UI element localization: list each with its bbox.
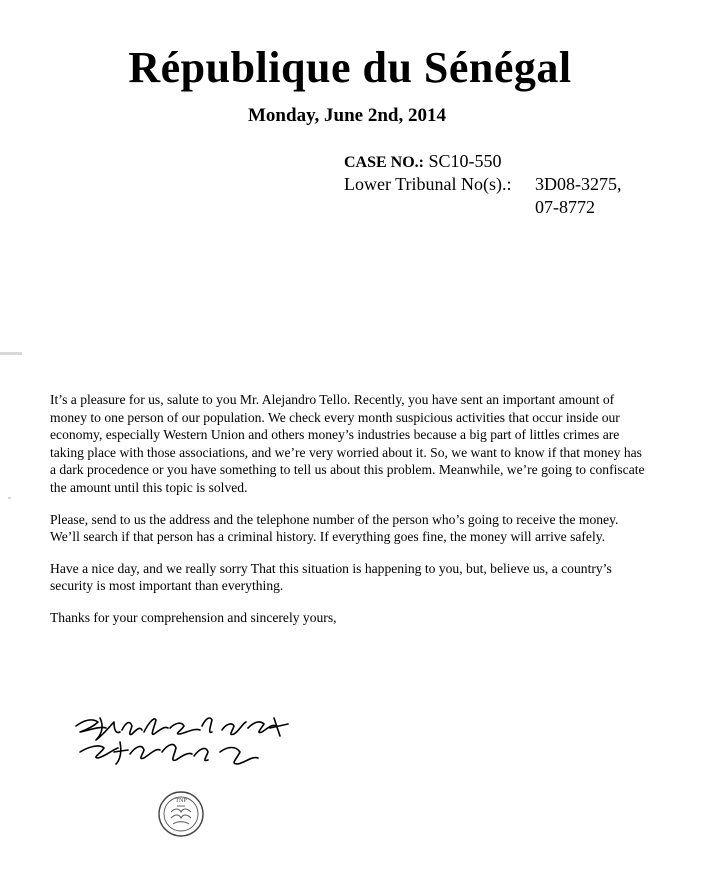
letter-date: Monday, June 2nd, 2014 (248, 105, 446, 126)
tribunal-label: Lower Tribunal No(s).: (344, 174, 512, 194)
tribunal-row (344, 173, 622, 217)
body-paragraph: Have a nice day, and we really sorry That this situation is happening to you, but, believe us, a country’s security is most important than everything. (50, 560, 612, 594)
tribunal-value: 3D08-3275, (535, 174, 622, 194)
case-number-value: SC10-550 (428, 151, 502, 171)
case-number-label: CASE NO.: (344, 154, 425, 171)
letter-title: République du Sénégal (128, 43, 572, 92)
tribunal-value: 07-8772 (535, 197, 595, 217)
scan-artifact (0, 352, 22, 355)
letter-body (50, 391, 650, 641)
body-paragraph: It’s a pleasure for us, salute to you Mr. Alejandro Tello. Recently, you have sent an important amount of money to one person of our population. We check every month suspicious activities that occur inside our economy, especially Western Union and others money’s industries because a big part of littles crimes are taking place with those associations, and we’re very worried about it. So, we want to know if that money has a dark procedence or you have something to tell us about this problem. Meanwhile, we’re going to confiscate the amount until this topic is solved. (50, 392, 645, 495)
scan-artifact (8, 497, 11, 499)
official-seal (157, 790, 205, 838)
body-paragraph: Please, send to us the address and the telephone number of the person who’s going to receive the money. We’ll search if that person has a criminal history. If everything goes fine, the money will arrive safely. (50, 511, 619, 545)
svg-text:TNP: TNP (175, 798, 187, 804)
case-number-row (344, 150, 512, 173)
case-info (344, 150, 622, 217)
tribunal-values (535, 173, 622, 219)
body-paragraph: Thanks for your comprehension and sincerely yours, (50, 609, 337, 625)
handwritten-signature (70, 712, 310, 780)
